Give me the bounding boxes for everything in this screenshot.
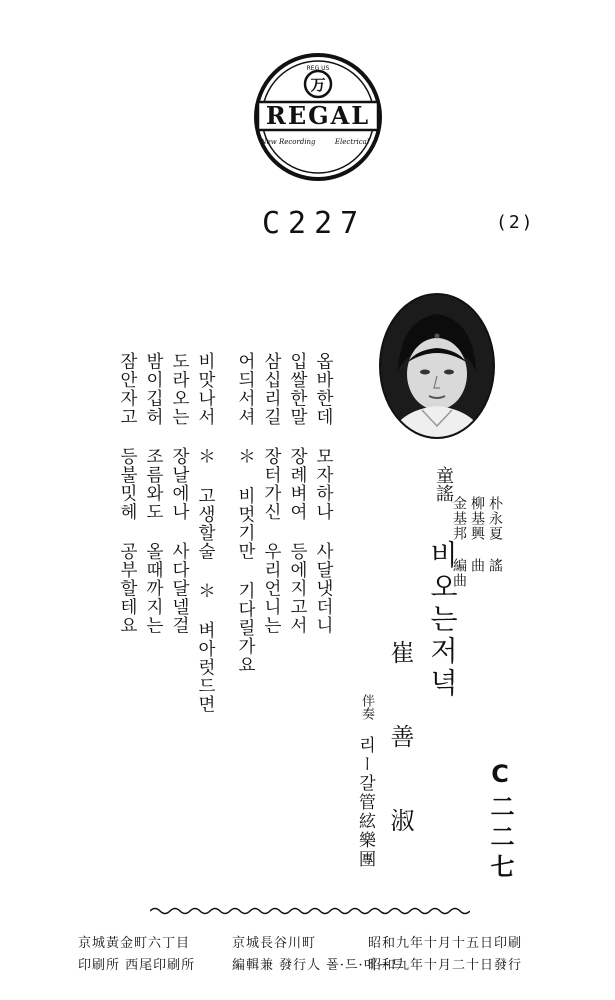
catalog-number-vertical: C二二七 bbox=[486, 760, 514, 884]
footer-printer: 印刷所 西尾印刷所 bbox=[78, 958, 196, 973]
logo-brand: REGAL bbox=[265, 101, 371, 130]
credit-composer: 柳基興 曲 bbox=[469, 496, 485, 573]
lyric-line: 비맛나서 ＊ 고생할술 ＊ 벼아럿드면 bbox=[195, 352, 216, 714]
accompaniment-name: 리ー갈管絃樂團 bbox=[355, 736, 375, 869]
lyric-line: 밤이깁허 조름와도 올때까지는 bbox=[143, 352, 164, 635]
footer-publisher: 編輯兼 發行人 폴·드·메ー드 bbox=[232, 958, 405, 973]
lyric-line: 잠안자고 등불밋헤 공부할테요 bbox=[117, 352, 138, 635]
regal-logo bbox=[248, 52, 388, 182]
song-title: 비오는저녁 bbox=[426, 540, 459, 700]
credit-arranger: 金基邦 編曲 bbox=[451, 496, 467, 588]
lyric-line: 입쌀한말 장례벼여 등에지고서 bbox=[287, 352, 308, 635]
genre-label: 童謠 bbox=[433, 466, 454, 502]
wavy-divider bbox=[150, 906, 470, 916]
accompaniment-label: 伴奏 bbox=[359, 694, 374, 720]
lyric-line: 어듸서셔 ＊ 비멋기만 기다릴가요 bbox=[235, 352, 256, 674]
logo-right-mark: Electrical bbox=[334, 138, 370, 146]
logo-emblem-mark: 万 bbox=[310, 76, 326, 94]
footer-printer-address: 京城黃金町六丁目 bbox=[78, 936, 191, 951]
credit-lyricist: 朴永夏 謠 bbox=[487, 496, 503, 573]
lyric-line: 도라오는 장날에나 사다달넬걸 bbox=[169, 352, 190, 635]
footer-publisher-address: 京城長谷川町 bbox=[232, 936, 317, 951]
lyric-line: 삼십리길 장터가신 우리언니는 bbox=[261, 352, 282, 635]
footer-issue-date: 昭和九年十月二十日發行 bbox=[368, 958, 523, 973]
lyric-line: 옵바한데 모자하나 사달냇더니 bbox=[313, 352, 334, 635]
singer-name: 崔善淑 bbox=[386, 640, 414, 892]
page-number: (2) bbox=[496, 212, 535, 233]
logo-left-mark: New Recording bbox=[260, 138, 316, 146]
logo-top-text: REG US bbox=[306, 65, 330, 72]
footer-print-date: 昭和九年十月十五日印刷 bbox=[368, 936, 523, 951]
singer-portrait bbox=[378, 292, 496, 440]
catalog-number: C227 bbox=[262, 206, 367, 241]
